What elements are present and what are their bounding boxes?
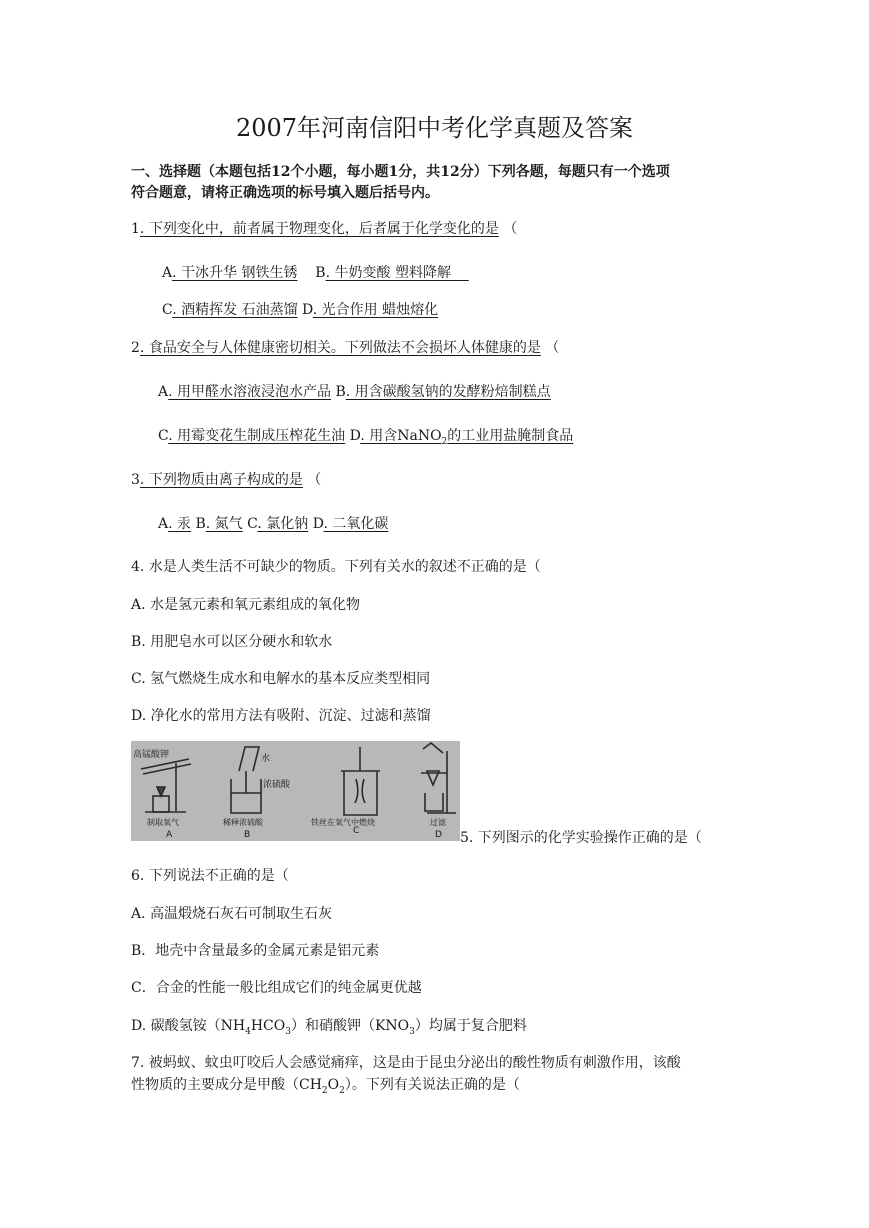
answer-paren: （ <box>545 340 560 356</box>
option-c: . 用霉变花生制成压榨花生油 <box>168 428 346 444</box>
figure-label-kmno4: 高锰酸钾 <box>133 750 170 760</box>
answer-paren: （ <box>503 221 518 237</box>
answer-paren: （ <box>307 472 322 488</box>
question-2 <box>131 337 559 357</box>
option-d: . 用含NaNO$_2$的工业用盐腌制食品 <box>360 428 574 447</box>
question-1 <box>131 218 517 238</box>
figure-caption-d: 过滤 <box>430 818 446 827</box>
option-a-label: A <box>158 516 169 532</box>
option-c-label: C <box>247 516 258 532</box>
question-4-option-d: D. 净化水的常用方法有吸附、沉淀、过滤和蒸馏 <box>131 708 431 724</box>
figure-caption-c: 铁丝在氧气中燃烧 <box>311 818 375 827</box>
option-d: . 光合作用 蜡烛熔化 <box>312 302 439 318</box>
question-number: 2 <box>131 340 140 356</box>
figure-letter-c: C <box>353 826 360 836</box>
option-d: . 二氧化碳 <box>323 516 389 532</box>
question-text: . 下列变化中，前者属于物理变化，后者属于化学变化的是 <box>139 221 499 237</box>
option-d-label: D <box>312 516 324 532</box>
question-4-option-a: A. 水是氢元素和氧元素组成的氧化物 <box>131 597 361 613</box>
option-a-label: A <box>162 265 173 281</box>
question-7-line1: 7. 被蚂蚁、蚊虫叮咬后人会感觉痛痒，这是由于昆虫分泌出的酸性物质有刺激作用，该酸 <box>131 1055 681 1071</box>
option-a: . 用甲醛水溶液浸泡水产品 <box>168 384 332 400</box>
option-b: . 用含碳酸氢钠的发酵粉焙制糕点 <box>345 384 551 400</box>
question-4-option-c: C. 氢气燃烧生成水和电解水的基本反应类型相同 <box>131 671 431 687</box>
option-b-label: B <box>315 265 326 281</box>
question-5: 5. 下列图示的化学实验操作正确的是（ <box>460 830 702 846</box>
question-2-options-ab <box>158 381 551 401</box>
option-c: . 酒精挥发 石油蒸馏 <box>172 302 298 318</box>
lab-operations-figure <box>131 741 460 841</box>
question-7-line2: 性物质的主要成分是甲酸$(CH_2O_2)$。下列有关说法正确的是（ <box>131 1077 520 1096</box>
question-6-option-c: C．合金的性能一般比组成它们的纯金属更优越 <box>131 980 422 996</box>
option-c-label: C <box>158 428 169 444</box>
section-heading-line2: 符合题意，请将正确选项的标号填入题后括号内。 <box>131 185 439 201</box>
question-text: . 下列物质由离子构成的是 <box>139 472 303 488</box>
question-1-options-cd <box>162 299 438 319</box>
question-6-option-b: B．地壳中含量最多的金属元素是铝元素 <box>131 943 380 959</box>
option-b-label: B <box>195 516 206 532</box>
question-text: . 食品安全与人体健康密切相关。下列做法 <box>139 340 401 356</box>
figure-caption-a: 制取氧气 <box>147 818 179 827</box>
figure-label-acid: 浓硫酸 <box>263 780 291 790</box>
option-a: . 干冰升华 钢铁生锈 <box>172 265 298 281</box>
question-4: 4. 水是人类生活不可缺少的物质。下列有关水的叙述不正确的是（ <box>131 559 541 575</box>
question-text-emphasis: 不会损坏人体健康的是 <box>400 340 541 356</box>
question-6: 6. 下列说法不正确的是（ <box>131 868 289 884</box>
figure-letter-b: B <box>244 830 251 840</box>
figure-letter-d: D <box>435 830 442 840</box>
question-4-option-b: B. 用肥皂水可以区分硬水和软水 <box>131 634 333 650</box>
question-3-options <box>158 513 388 533</box>
option-b-label: B <box>335 384 346 400</box>
question-6-option-a: A. 高温煅烧石灰石可制取生石灰 <box>131 906 333 922</box>
figure-letter-a: A <box>166 830 173 840</box>
section-heading-line1: 一、选择题（本题包括12个小题，每小题1分，共12分）下列各题，每题只有一个选项 <box>131 164 670 180</box>
question-number: 3 <box>131 472 140 488</box>
option-c-label: C <box>162 302 173 318</box>
option-b: . 牛奶变酸 塑料降解 <box>325 265 451 281</box>
option-a-label: A <box>158 384 169 400</box>
option-d-label: D <box>302 302 313 318</box>
option-a: . 汞 <box>168 516 192 532</box>
question-number: 1 <box>131 221 140 237</box>
question-2-options-cd <box>158 425 573 447</box>
figure-caption-b: 稀释浓硫酸 <box>223 818 263 827</box>
option-b: . 氮气 <box>205 516 243 532</box>
question-1-options-ab <box>162 262 469 282</box>
question-3 <box>131 469 321 489</box>
question-6-option-d: D. 碳酸氢铵$(NH_4HCO_3)$和硝酸钾$(KNO_3)$均属于复合肥料 <box>131 1018 527 1037</box>
option-d-label: D <box>349 428 361 444</box>
option-c: . 氯化钠 <box>257 516 309 532</box>
figure-label-water: 水 <box>261 754 271 764</box>
page-title: 2007年河南信阳中考化学真题及答案 <box>235 114 634 142</box>
